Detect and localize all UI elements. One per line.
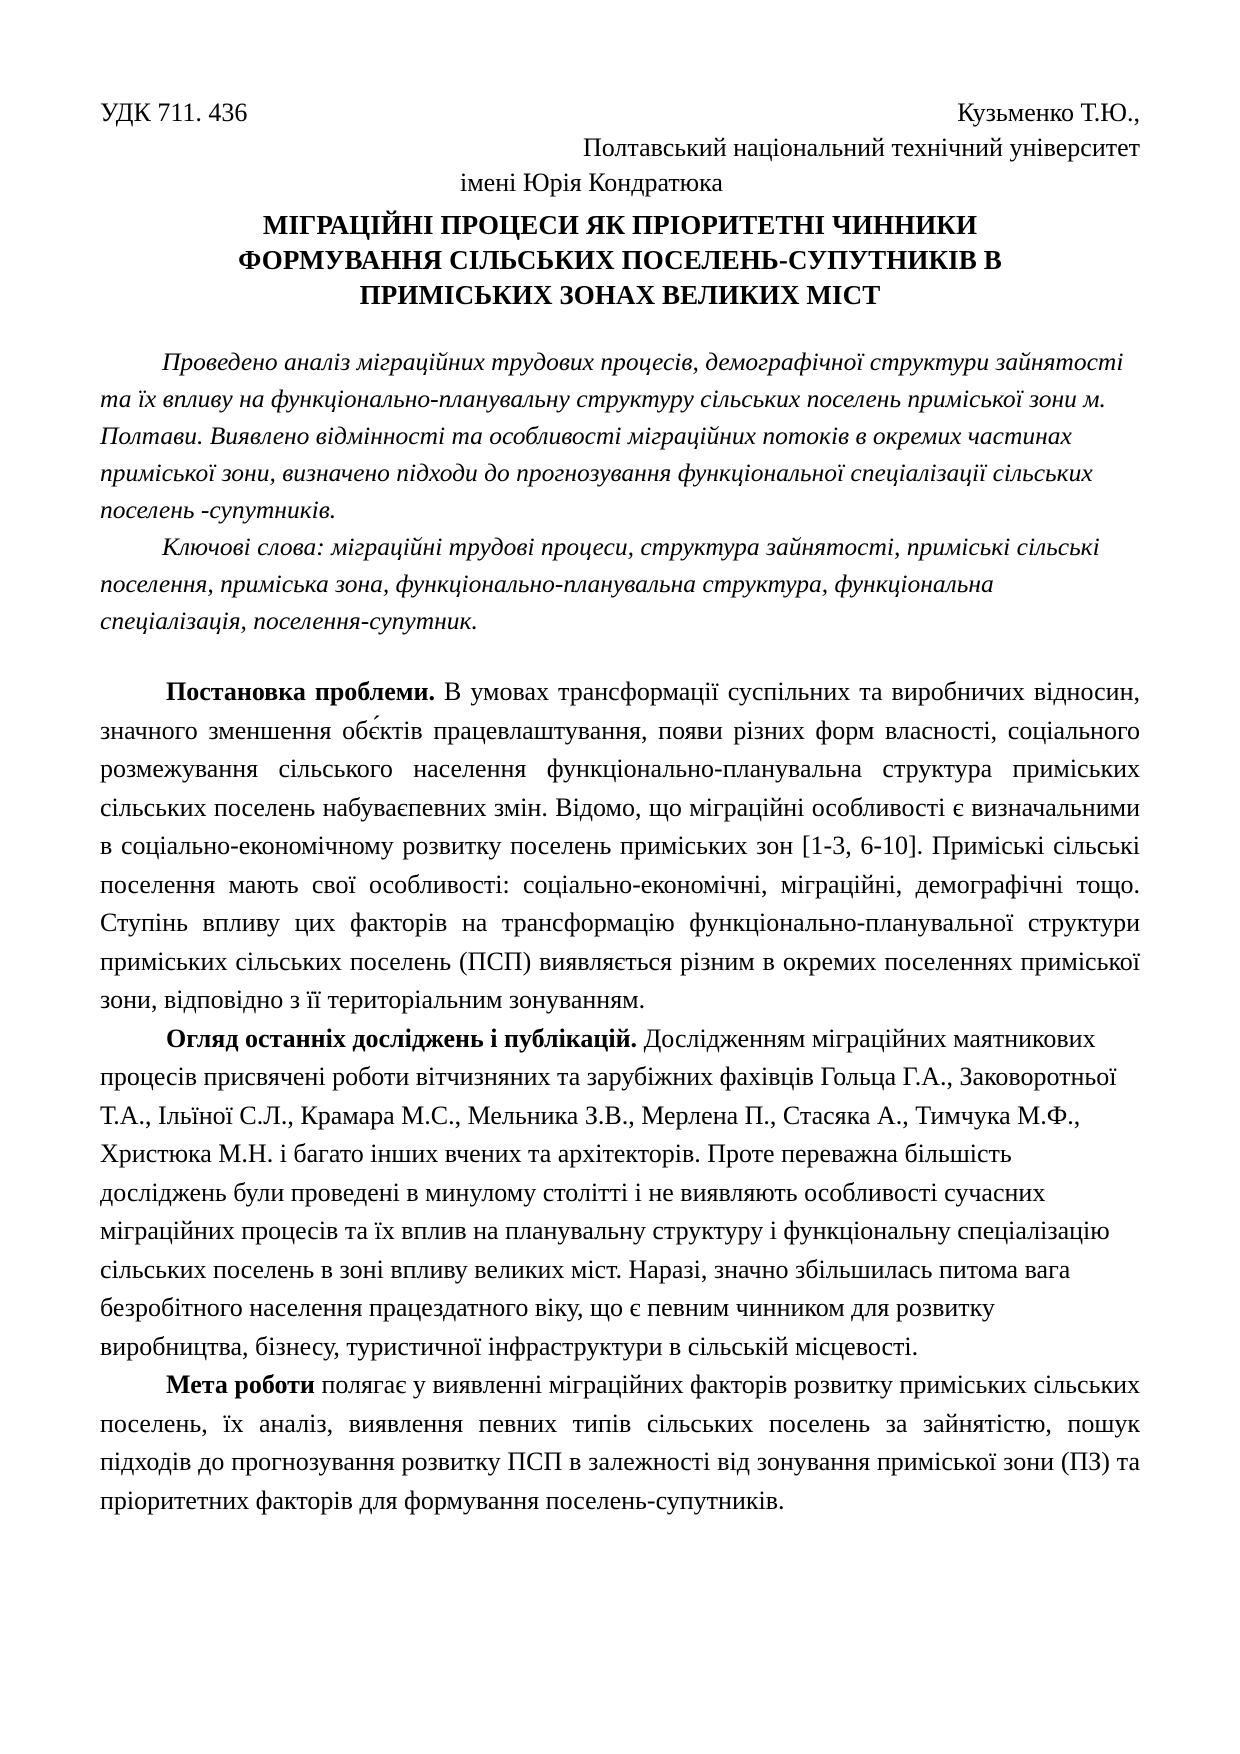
section-body-literature-review: Дослідженням міграційних маятникових процесів присвячені роботи вітчизняних та зарубіжних фахівців Гольца Г.А., Заковоротньої Т.А., Ільїної С.Л., Крамара М.С., Мельника З.В., Мерлена П., Стасяка А., Тимчука М.Ф., Христюка М.Н. і багато інших вчених та архітекторів. Проте переважна більшість досліджень були проведені в минулому столітті і не виявляють особливості сучасних міграційних процесів та їх вплив на планувальну структуру і функціональну спеціалізацію сільських поселень в зоні впливу великих міст. Наразі, значно збільшилась питома вага безробітного населення працездатного віку, що є певним чинником для розвитку виробництва, бізнесу, туристичної інфраструктури в сільській місцевості. — [100, 1023, 1117, 1361]
section-heading-literature-review: Огляд останніх досліджень і публікацій. — [166, 1023, 638, 1053]
title-line-3: ПРИМІСЬКИХ ЗОНАХ ВЕЛИКИХ МІСТ — [359, 280, 881, 310]
udk-author-row — [100, 96, 1140, 130]
section-aim-of-work — [100, 1366, 1140, 1520]
body-text — [100, 673, 1140, 1520]
section-body-aim-of-work: полягає у виявленні міграційних факторів розвитку приміських сільських поселень, їх аналіз, виявлення певних типів сільських поселень за зайнятістю, пошук підходів до прогнозування розвитку ПСП в залежності від зонування приміської зони (ПЗ) та пріоритетних факторів для формування поселень-супутників. — [100, 1370, 1140, 1515]
keywords-text: Ключові слова: міграційні трудові процеси, структура зайнятості, приміські сільські поселення, приміська зона, функціонально-планувальна структура, функціональна спеціалізація, поселення-супутник. — [100, 532, 1100, 635]
section-heading-aim-of-work: Мета роботи — [166, 1370, 315, 1399]
section-body-problem-statement: В умовах трансформації суспільних та виробничих відносин, значного зменшення обє́ктів працевлаштування, появи різних форм власності, соціального розмежування сільського населення функціонально-планувальна структура приміських сільських поселень набуваєпевних змін. Відомо, що міграційні особливості є визначальними в соціально-економічному розвитку поселень приміських зон [1-3, 6-10]. Приміські сільські поселення мають свої особливості: соціально-економічні, міграційні, демографічні тощо. Ступінь впливу цих факторів на трансформацію функціонально-планувальної структури приміських сільських поселень (ПСП) виявляється різним в окремих поселеннях приміської зони, відповідно з її територіальним зонуванням. — [100, 677, 1140, 1014]
title-line-1: МІГРАЦІЙНІ ПРОЦЕСИ ЯК ПРІОРИТЕТНІ ЧИННИКИ — [262, 210, 978, 240]
udk-code: УДК 711. 436 — [100, 98, 248, 127]
author-name: Кузьменко Т.Ю., — [957, 98, 1140, 127]
page-title — [100, 208, 1140, 313]
title-line-2: ФОРМУВАННЯ СІЛЬСЬКИХ ПОСЕЛЕНЬ-СУПУТНИКІВ В — [238, 245, 1002, 275]
affiliation — [100, 130, 1140, 200]
affiliation-line-1: Полтавський національний технічний університет — [583, 133, 1140, 162]
section-literature-review — [100, 1020, 1140, 1367]
abstract-block — [100, 343, 1140, 639]
affiliation-line-2: імені Юрія Кондратюка — [460, 168, 723, 197]
section-heading-problem-statement: Постановка проблеми. — [166, 677, 435, 706]
page-masthead — [100, 96, 1140, 200]
abstract-text: Проведено аналіз міграційних трудових процесів, демографічної структури зайнятості та їх впливу на функціонально-планувальну структуру сільських поселень приміської зони м. Полтави. Виявлено відмінності та особливості міграційних потоків в окремих частинах приміської зони, визначено підходи до прогнозування функціональної спеціалізації сільських поселень -супутників. — [100, 347, 1124, 524]
section-problem-statement — [100, 673, 1140, 1020]
